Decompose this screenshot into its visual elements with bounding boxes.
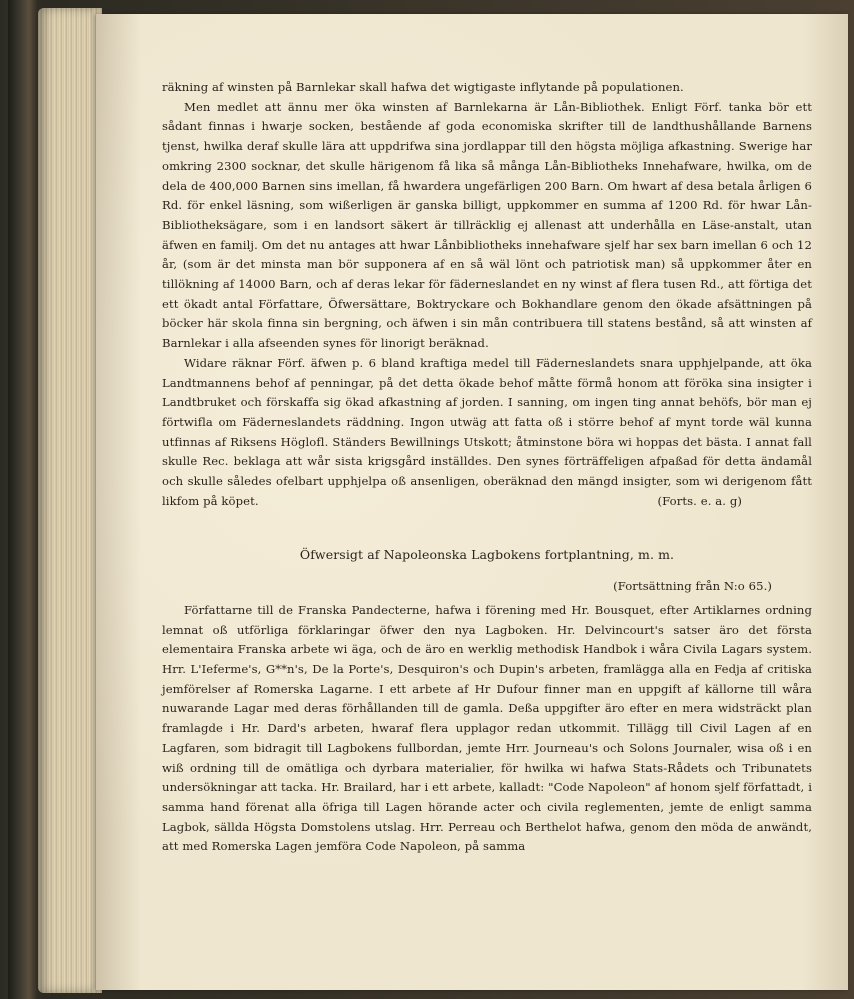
continuation-note: (Fortsättning från N:o 65.) (613, 579, 772, 594)
paragraph-widare: Widare räknar Förf. äfwen p. 6 bland kraftiga medel till Fäderneslandets snara upphjelpande, att öka Landtmannens behof af penningar, på det detta ökade behof måtte förmå honom att föröka sina insigter i Landtbruket och förskaffa sig ökad afkastning af jorden. I sanning, om ingen ting annat behöfs, bör man ej förtwifla om Fäderneslandets räddning. Ingon utwäg att fatta oß i större behof af mynt torde wäl kunna utfinnas af Riksens Höglofl. Ständers Bewillnings Utskott; åtminstone böra wi hoppas det bästa. I annat fall skulle Rec. beklaga att wår sista krigsgård inställdes. Den synes förträffeligen afpaßad för detta ändamål och skulle således ofelbart upphjelpa oß ansenligen, oberäknad den mängd insigter, som wi derigenom fått likfom på köpet. (162, 355, 812, 508)
paragraph-intro: räkning af winsten på Barnlekar skall hafwa det wigtigaste inflytande på populationen. (162, 80, 684, 94)
page-text (162, 78, 812, 857)
paragraph-lan-bibliothek: Men medlet att ännu mer öka winsten af Barnlekarna är Lån-Bibliothek. Enligt Förf. tanka bör ett sådant finnas i hwarje socken, bestående af goda economiska skrifter till de landthushållande Barnens tjenst, hwilka deraf skulle lära att uppdrifwa sina jordlappar till den högsta möjliga afkastning. Swerige har omkring 2300 socknar, det skulle härigenom få lika så många Lån-Bibliotheks Innehafware, hwilka, om de dela de 400,000 Barnen sins imellan, få hwardera ungefärligen 200 Barn. Om hwart af desa betala årligen 6 Rd. för enkel läsning, som wißerligen är ganska billigt, uppkommer en summa af 1200 Rd. för hwar Lån-Bibliotheksägare, som i en landsort säkert är tillräcklig ej allenast att underhålla en Läse-anstalt, utan äfwen en familj. Om det nu antages att hwar Lånbibliotheks innehafware sjelf har sex barn imellan 6 och 12 år, (som är det minsta man bör supponera af en så wäl lönt och patriotisk man) så uppkommer åter en tillökning af 14000 Barn, och af deras lekar för fäderneslandet en ny winst af flera tusen Rd., att förtiga det ett ökadt antal Författare, Öfwersättare, Boktryckare och Bokhandlare genom den ökade afsättningen på böcker här skola finna sin bergning, och äfwen i sin mån contribuera till statens bestånd, så att winsten af Barnlekar i alla afseenden synes för linorigt beräknad. (162, 99, 812, 351)
paragraph-forfattarne: Författarne till de Franska Pandecterne, hafwa i förening med Hr. Bousquet, efter Artiklarnes ordning lemnat oß utförliga förklaringar öfwer den nya Lagboken. Hr. Delvincourt's satser äro det första elementaira Franska arbete wi äga, och de äro en werklig methodisk Handbok i wåra Civila Lagars system. Hrr. L'Ieferme's, G**n's, De la Porte's, Desquiron's och Dupin's arbeten, framlägga alla en Fedja af critiska jemförelser af Romerska Lagarne. I ett arbete af Hr Dufour finner man en uppgift af källorne till wåra nuwarande Lagar med deras förhållanden till de gamla. Deßa uppgifter äro efter en mera widsträckt plan framlagde i Hr. Dard's arbeten, hwaraf flera upplagor redan utkommit. Tillägg till Civil Lagen af en Lagfaren, som bidragit till Lagbokens fullbordan, jemte Hrr. Journeau's och Solons Journaler, wisa oß i en wiß ordning till de omätliga och dyrbara materialier, för hwilka wi hafwa Stats-Rådets och Tribunatets undersökningar att tacka. Hr. Brailard, har i ett arbete, kalladt: "Code Napoleon" af honom sjelf författadt, i samma hand förenat alla öfriga till Lagen hörande acter och civila reglementen, jemte de enligt samma Lagbok, sällda Högsta Domstolens utslag. Hrr. Perreau och Berthelot hafwa, genom den möda de anwändt, att med Romerska Lagen jemföra Code Napoleon, på samma (162, 602, 812, 854)
book-page (96, 14, 848, 990)
continued-note: (Forts. e. a. g) (657, 493, 742, 508)
page-edges (38, 8, 102, 993)
section-heading: Öfwersigt af Napoleonska Lagbokens fortplantning, m. m. (299, 547, 675, 563)
book-cover-edge (8, 0, 38, 999)
